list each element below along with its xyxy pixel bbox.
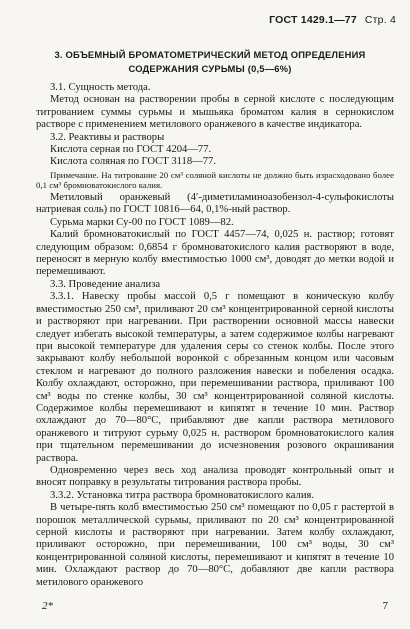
- section-title: [30, 48, 390, 76]
- paragraph: В четыре-пять колб вместимостью 250 см³ помещают по 0,05 г растертой в порошок металлической сурьмы, приливают по 20 см³ концентрированной серной кислоты и растворяют при нагревании. Затем колбу охлаждают, приливают осторожно, при перемешивании, 100 см³ воды, 30 см³ концентрированной соляной кислоты, перемешивают и кипятят в течение 10 мин. Охлаждают раствор до 70—80°С, добавляют две капли раствора метилового оранжевого: [36, 502, 394, 588]
- standard-number: ГОСТ 1429.1—77: [269, 14, 357, 26]
- signature-mark: 2*: [42, 600, 53, 612]
- paragraph: 3.1. Сущность метода.: [50, 82, 151, 93]
- page-header: [269, 14, 396, 26]
- paragraph: Одновременно через весь ход анализа проводят контрольный опыт и вносят поправку в результаты титрования раствора пробы.: [36, 464, 394, 489]
- paragraph: Сурьма марки Су-00 по ГОСТ 1089—82.: [50, 216, 234, 228]
- note-paragraph: Примечание. На титрование 20 см³ соляной кислоты не должно быть израсходовано более 0,1 см³ бромноватокислого калия.: [36, 169, 394, 191]
- paragraph: Кислота серная по ГОСТ 4204—77.: [50, 144, 212, 156]
- paragraph: 3.3.1. Навеску пробы массой 0,5 г помещают в коническую колбу вместимостью 250 см³, приливают 20 см³ концентрированной серной кислоты и растворяют при нагревании. При растворении основной массы навески следует избегать высокой температуры, а затем содержимое колбы нагревают при высокой температуре для удаления серы со стенок колбы. После этого закрывают колбу небольшой воронкой с обрезанным концом или часовым стеклом и нагревают до полного разложения навески и побеления осадка. Колбу охлаждают, осторожно, при перемешивании раствора, приливают 100 см³ воды по стенке колбы, 30 см³ концентрированной соляной кислоты. Содержимое колбы перемешивают и кипятят в течение 10 мин. Раствор охлаждают до 70—80°С, прибавляют две капли раствора метилового оранжевого и титруют сурьму 0,025 н. раствором бромноватокислого калия при тщательном перемешивании до исчезновения розового окрашивания раствора.: [36, 291, 394, 464]
- paragraph: 3.3.2. Установка титра раствора бромноватокислого калия.: [50, 489, 315, 501]
- section-title-line-2: СОДЕРЖАНИЯ СУРЬМЫ (0,5—6%): [128, 63, 292, 74]
- section-title-line-1: 3. ОБЪЕМНЫЙ БРОМАТОМЕТРИЧЕСКИЙ МЕТОД ОПРЕДЕЛЕНИЯ: [54, 49, 366, 60]
- document-body: [36, 82, 394, 589]
- page-label: Стр. 4: [364, 14, 396, 26]
- paragraph: 3.3. Проведение анализа: [50, 278, 161, 290]
- paragraph: Кислота соляная по ГОСТ 3118—77.: [50, 156, 216, 168]
- paragraph: Метод основан на растворении пробы в серной кислоте с последующим титрованием суммы сурьмы и мышьяка броматом калия в сернокислом растворе с применением метилового оранжевого в качестве индикатора.: [36, 94, 394, 131]
- paragraph: Метиловый оранжевый (4′-диметиламиноазобензол-4-сульфокислоты натриевая соль) по ГОСТ 10816—64, 0,1%-ный раствор.: [36, 192, 394, 216]
- page-number: 7: [382, 600, 388, 612]
- paragraph: Калий бромноватокислый по ГОСТ 4457—74, 0,025 н. раствор; готовят следующим образом: 0,6854 г бромноватокислого калия растворяют в воде, переносят в мерную колбу вместимостью 1000 см³, доводят до метки водой и перемешивают.: [36, 229, 394, 278]
- paragraph: 3.2. Реактивы и растворы: [50, 131, 165, 143]
